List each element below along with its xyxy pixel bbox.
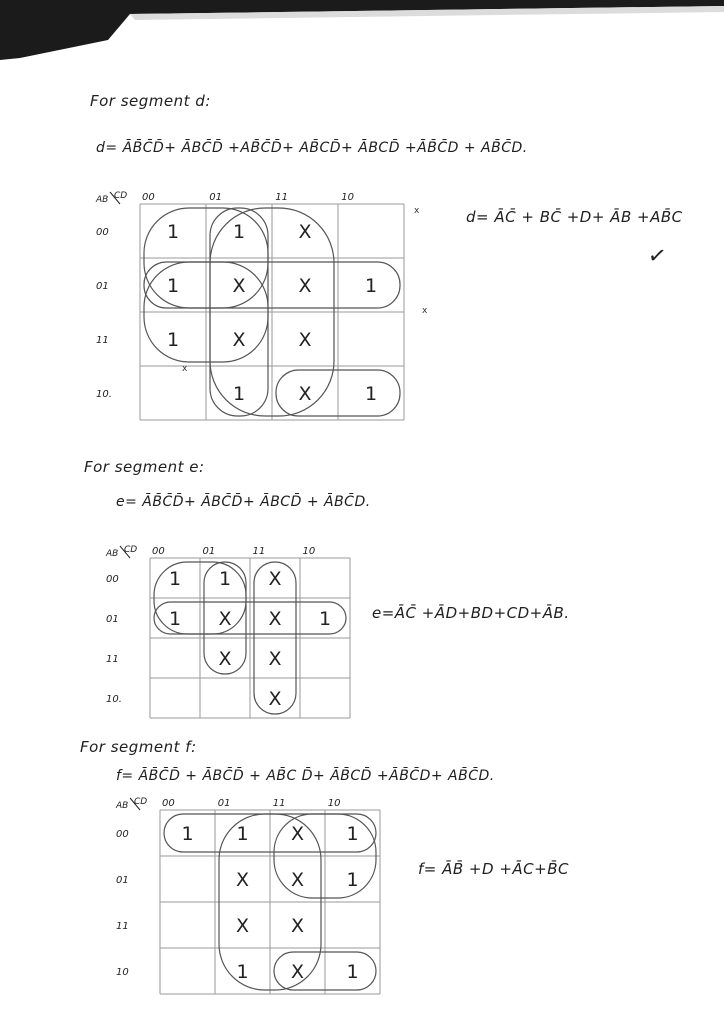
kmap-one-cell: 1	[168, 568, 182, 590]
kmap-col-header: 10	[341, 192, 355, 203]
kmap-dont-care-cell: X	[290, 869, 305, 891]
kmap-one-cell: 1	[232, 383, 246, 405]
kmap-corner-col-label: CD	[124, 545, 138, 555]
kmap-one-cell: 1	[364, 275, 378, 297]
kmap-row-header: 11	[106, 654, 119, 665]
kmap-row-header: 01	[116, 875, 129, 886]
kmap-col-header: 11	[275, 192, 289, 203]
kmap-corner-row-label: AB	[116, 801, 129, 811]
kmap-row-header: 10	[116, 967, 129, 978]
kmap-col-header: 10	[302, 546, 316, 557]
kmap-corner-row-label: AB	[106, 549, 119, 559]
kmap-dont-care-cell: X	[268, 568, 282, 590]
segment-e-minterms: e= ĀB̄C̄D̄+ ĀBC̄D̄+ ĀBCD̄ + ĀBC̄D.	[116, 494, 371, 510]
kmap-one-cell: 1	[318, 608, 332, 630]
kmap-col-header: 01	[202, 546, 216, 557]
kmap-row-header: 01	[106, 614, 119, 625]
kmap-row-header: 01	[96, 281, 109, 292]
kmap-row-header: 00	[96, 227, 109, 238]
kmap-row-header: 11	[116, 921, 129, 932]
kmap-dont-care-cell: X	[290, 961, 305, 983]
kmap-dont-care-cell: X	[298, 383, 312, 405]
kmap-one-cell: 1	[346, 961, 359, 983]
kmap-row-header: 00	[106, 574, 119, 585]
kmap-row-header: 00	[116, 829, 129, 840]
kmap-col-header: 11	[252, 546, 266, 557]
kmap-dont-care-cell: X	[268, 688, 282, 710]
segment-d-kmap	[90, 188, 414, 432]
kmap-dont-care-cell: X	[218, 648, 232, 670]
kmap-row-header: 11	[96, 335, 109, 346]
kmap-row-header: 10.	[106, 694, 122, 705]
segment-e-heading: For segment e:	[84, 458, 205, 476]
stray-mark: x	[414, 206, 420, 216]
kmap-dont-care-cell: X	[235, 915, 250, 937]
kmap-row-header: 10.	[96, 389, 112, 400]
kmap-dont-care-cell: X	[232, 275, 246, 297]
kmap-col-header: 01	[217, 798, 231, 809]
kmap-dont-care-cell: X	[232, 329, 246, 351]
kmap-dont-care-cell: X	[235, 869, 250, 891]
kmap-grid-svg	[90, 188, 414, 428]
kmap-grid-svg	[100, 540, 360, 726]
kmap-dont-care-cell: X	[290, 915, 305, 937]
kmap-one-cell: 1	[236, 961, 249, 983]
stray-mark: x	[182, 364, 188, 374]
kmap-col-header: 11	[272, 798, 286, 809]
kmap-dont-care-cell: X	[290, 823, 305, 845]
segment-d-minterms: d= ĀB̄C̄D̄+ ĀBC̄D̄ +AB̄C̄D̄+ AB̄CD̄+ ĀBCD̄ +ĀB̄C̄D + AB̄C̄D.	[96, 140, 528, 156]
kmap-corner-row-label: AB	[96, 195, 109, 205]
kmap-corner-col-label: CD	[114, 191, 128, 201]
kmap-dont-care-cell: X	[218, 608, 232, 630]
kmap-col-header: 00	[152, 546, 165, 557]
kmap-dont-care-cell: X	[298, 275, 312, 297]
kmap-dont-care-cell: X	[298, 329, 312, 351]
kmap-grid-svg	[106, 792, 390, 1002]
kmap-dont-care-cell: X	[298, 221, 312, 243]
checkmark-icon: ✓	[646, 242, 669, 271]
kmap-one-cell: 1	[346, 869, 359, 891]
segment-f-minterms: f= ĀB̄C̄D̄ + ĀBC̄D̄ + AB̄C D̄+ ĀB̄CD̄ +ĀB̄C̄D+ AB̄C̄D.	[116, 768, 495, 784]
kmap-col-header: 10	[327, 798, 341, 809]
kmap-one-cell: 1	[346, 823, 359, 845]
kmap-col-header: 00	[162, 798, 175, 809]
kmap-one-cell: 1	[364, 383, 378, 405]
kmap-one-cell: 1	[236, 823, 249, 845]
segment-e-kmap	[100, 540, 360, 730]
kmap-col-header: 00	[142, 192, 155, 203]
kmap-one-cell: 1	[166, 275, 180, 297]
kmap-col-header: 01	[209, 192, 223, 203]
kmap-one-cell: 1	[166, 221, 180, 243]
kmap-one-cell: 1	[166, 329, 180, 351]
segment-f-kmap	[106, 792, 390, 1006]
scan-edge-shadow	[0, 0, 724, 60]
segment-e-simplified: e=ĀC̄ +ĀD+BD+CD+ĀB.	[372, 604, 570, 622]
kmap-one-cell: 1	[232, 221, 246, 243]
segment-d-heading: For segment d:	[90, 92, 211, 110]
segment-f-heading: For segment f:	[80, 738, 197, 756]
kmap-one-cell: 1	[181, 823, 194, 845]
segment-d-simplified: d= ĀC̄ + BC̄ +D+ ĀB +AB̄C	[466, 208, 683, 226]
kmap-dont-care-cell: X	[268, 608, 282, 630]
kmap-one-cell: 1	[168, 608, 182, 630]
kmap-corner-col-label: CD	[134, 797, 148, 807]
segment-f-simplified: f= ĀB̄ +D +ĀC+B̄C	[418, 860, 569, 878]
kmap-dont-care-cell: X	[268, 648, 282, 670]
kmap-one-cell: 1	[218, 568, 232, 590]
stray-mark: x	[422, 306, 428, 316]
